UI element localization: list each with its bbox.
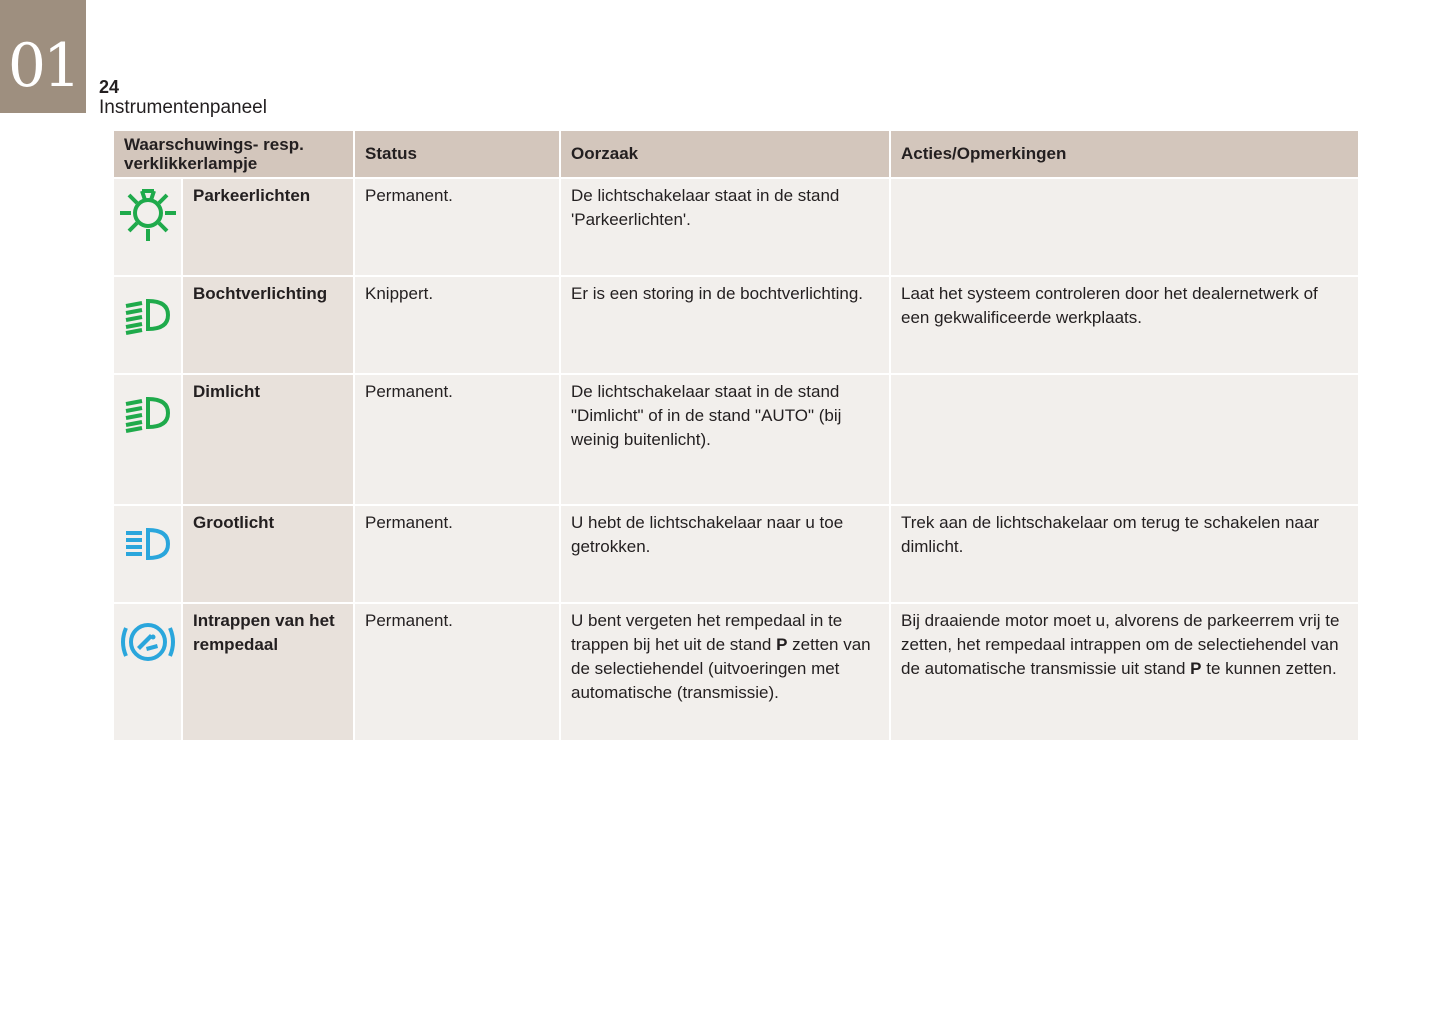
lamp-action	[891, 604, 1358, 740]
lamp-status: Permanent.	[355, 604, 559, 740]
lamp-cause: U hebt de lichtschakelaar naar u toe getrokken.	[561, 506, 889, 602]
table-row	[114, 277, 1358, 373]
chapter-number: 01	[7, 31, 79, 101]
cause-text-bold: P	[776, 635, 788, 654]
chapter-tab	[0, 0, 86, 113]
lamp-status: Permanent.	[355, 179, 559, 275]
lamp-cause: De lichtschakelaar staat in de stand "Dimlicht" of in de stand "AUTO" (bij weinig buitenlicht).	[561, 375, 889, 504]
lamp-action: Trek aan de lichtschakelaar om terug te schakelen naar dimlicht.	[891, 506, 1358, 602]
lamp-name: Dimlicht	[183, 375, 353, 504]
lamp-status: Permanent.	[355, 506, 559, 602]
warning-lamps-table	[112, 129, 1360, 742]
lamp-name: Parkeerlichten	[183, 179, 353, 275]
lamp-action: Laat het systeem controleren door het dealernetwerk of een gekwalificeerde werkplaats.	[891, 277, 1358, 373]
brake-pedal-icon	[114, 616, 181, 668]
lamp-cause	[561, 604, 889, 740]
section-title: Instrumentenpaneel	[99, 97, 267, 118]
action-text-before: Bij draaiende motor moet u, alvorens de parkeerrem vrij te zetten, het rempedaal intrappen om de selectiehendel van de automatische transmissie uit stand	[901, 611, 1340, 678]
table-row	[114, 179, 1358, 275]
parking-lights-icon	[114, 185, 181, 247]
table-row	[114, 506, 1358, 602]
icon-cell	[114, 375, 181, 504]
lamp-name: Intrappen van het rempedaal	[183, 604, 353, 740]
main-beam-icon	[114, 522, 181, 568]
cause-text-before: U bent vergeten het rempedaal in te trappen bij het uit de stand	[571, 611, 843, 654]
icon-cell	[114, 506, 181, 602]
table-row	[114, 604, 1358, 740]
lamp-cause: De lichtschakelaar staat in de stand 'Parkeerlichten'.	[561, 179, 889, 275]
header-cause: Oorzaak	[561, 131, 889, 177]
lamp-action	[891, 375, 1358, 504]
lamp-action	[891, 179, 1358, 275]
table-header-row	[114, 131, 1358, 177]
action-text-bold: P	[1190, 659, 1202, 678]
icon-cell	[114, 604, 181, 740]
lamp-cause: Er is een storing in de bochtverlichting.	[561, 277, 889, 373]
header-status: Status	[355, 131, 559, 177]
action-text-after: te kunnen zetten.	[1201, 659, 1337, 678]
cornering-light-icon	[114, 293, 181, 339]
icon-cell	[114, 179, 181, 275]
lamp-status: Permanent.	[355, 375, 559, 504]
icon-cell	[114, 277, 181, 373]
table-row	[114, 375, 1358, 504]
cause-text-after: zetten van de selectiehendel (uitvoeringen met automatische (transmissie).	[571, 635, 871, 702]
lamp-status: Knippert.	[355, 277, 559, 373]
header-action: Acties/Opmerkingen	[891, 131, 1358, 177]
header-lamp: Waarschuwings- resp. verklikkerlampje	[114, 131, 353, 177]
dipped-beam-icon	[114, 391, 181, 437]
page-number: 24	[99, 77, 120, 97]
lamp-name: Grootlicht	[183, 506, 353, 602]
lamp-name: Bochtverlichting	[183, 277, 353, 373]
